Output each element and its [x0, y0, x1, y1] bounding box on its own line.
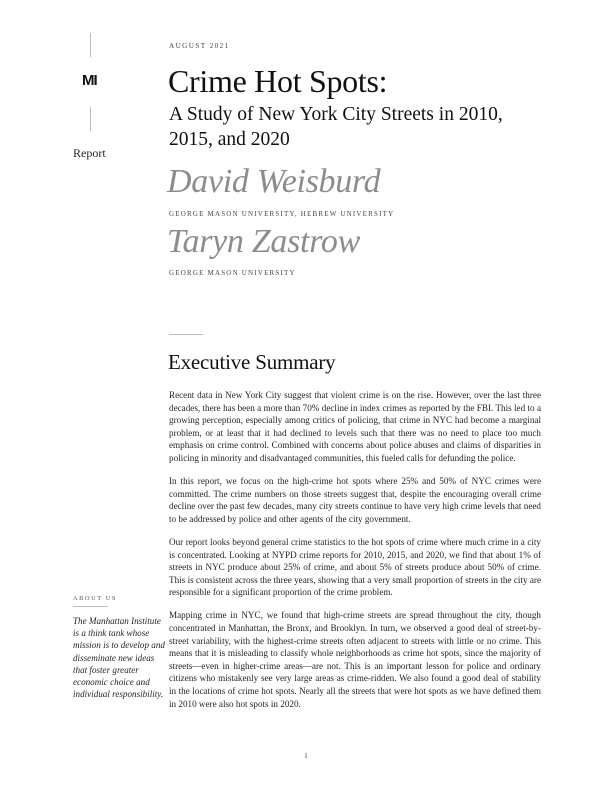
about-heading: ABOUT US	[73, 595, 117, 602]
summary-paragraph-2: In this report, we focus on the high-crime hot spots where 25% and 50% of NYC crimes were committed. The crime numbers on those streets suggest that, despite the encouraging overall crime decline over the past few decades, many city streets continue to have very high crime levels that need to be addressed by police and other agents of the city government.	[169, 476, 541, 524]
rail-divider-bottom	[90, 107, 91, 131]
page-subtitle: A Study of New York City Streets in 2010, 2015, and 2020	[169, 104, 503, 150]
author-name-1: David Weisburd	[167, 163, 381, 200]
author-affiliation-1: GEORGE MASON UNIVERSITY, HEBREW UNIVERSITY	[169, 210, 395, 218]
section-heading: Executive Summary	[168, 350, 336, 374]
summary-body	[169, 389, 541, 721]
publication-date: AUGUST 2021	[169, 42, 230, 50]
about-divider	[73, 606, 108, 607]
publisher-logo: MI	[82, 72, 97, 89]
section-divider	[169, 334, 203, 335]
summary-paragraph-3: Our report looks beyond general crime statistics to the hot spots of crime where much crime in a city is concentrated. Looking at NYPD crime reports for 2010, 2015, and 2020, we find that about 1% of streets in NYC produce about 25% of crime, and about 5% of streets produce about 50% of crime. This is consistent across the three years, showing that a very small proportion of streets in the city are responsible for a significant proportion of the crime problem.	[169, 536, 541, 598]
page-title: Crime Hot Spots:	[168, 63, 388, 99]
author-affiliation-2: GEORGE MASON UNIVERSITY	[169, 269, 296, 277]
rail-divider-top	[90, 33, 91, 57]
page-number: 1	[304, 752, 308, 760]
document-type-label: Report	[73, 146, 106, 160]
summary-paragraph-1: Recent data in New York City suggest that violent crime is on the rise. However, over the last three decades, there has been a more than 70% decline in index crimes as reported by the FBI. This led to a growing perception, especially among critics of policing, that crime in NYC had become a marginal problem, or at least that it had declined to levels such that there was no need to place too much emphasis on crime control. Combined with concerns about police abuses and claims of disparities in policing in minority and disadvantaged communities, this fueled calls for defunding the police.	[169, 390, 541, 463]
summary-paragraph-4: Mapping crime in NYC, we found that high-crime streets are spread throughout the city, though concentrated in Manhattan, the Bronx, and Brooklyn. In turn, we observed a good deal of street-by-street variability, with the highest-crime streets often adjacent to streets with little or no crime. This means that it is misleading to classify whole neighborhoods as crime hot spots, since the majority of streets—even in higher-crime areas—are not. This is an important lesson for police and ordinary citizens who mistakenly see very large areas as crime-ridden. We also found a good deal of stability in the locations of crime hot spots. Nearly all the streets that were hot spots as we have defined them in 2010 were also hot spots in 2020.	[169, 610, 541, 709]
about-text: The Manhattan Institute is a think tank whose mission is to develop and disseminate new ideas that foster greater economic choice and individual responsibility.	[73, 616, 165, 700]
author-name-2: Taryn Zastrow	[167, 223, 360, 260]
